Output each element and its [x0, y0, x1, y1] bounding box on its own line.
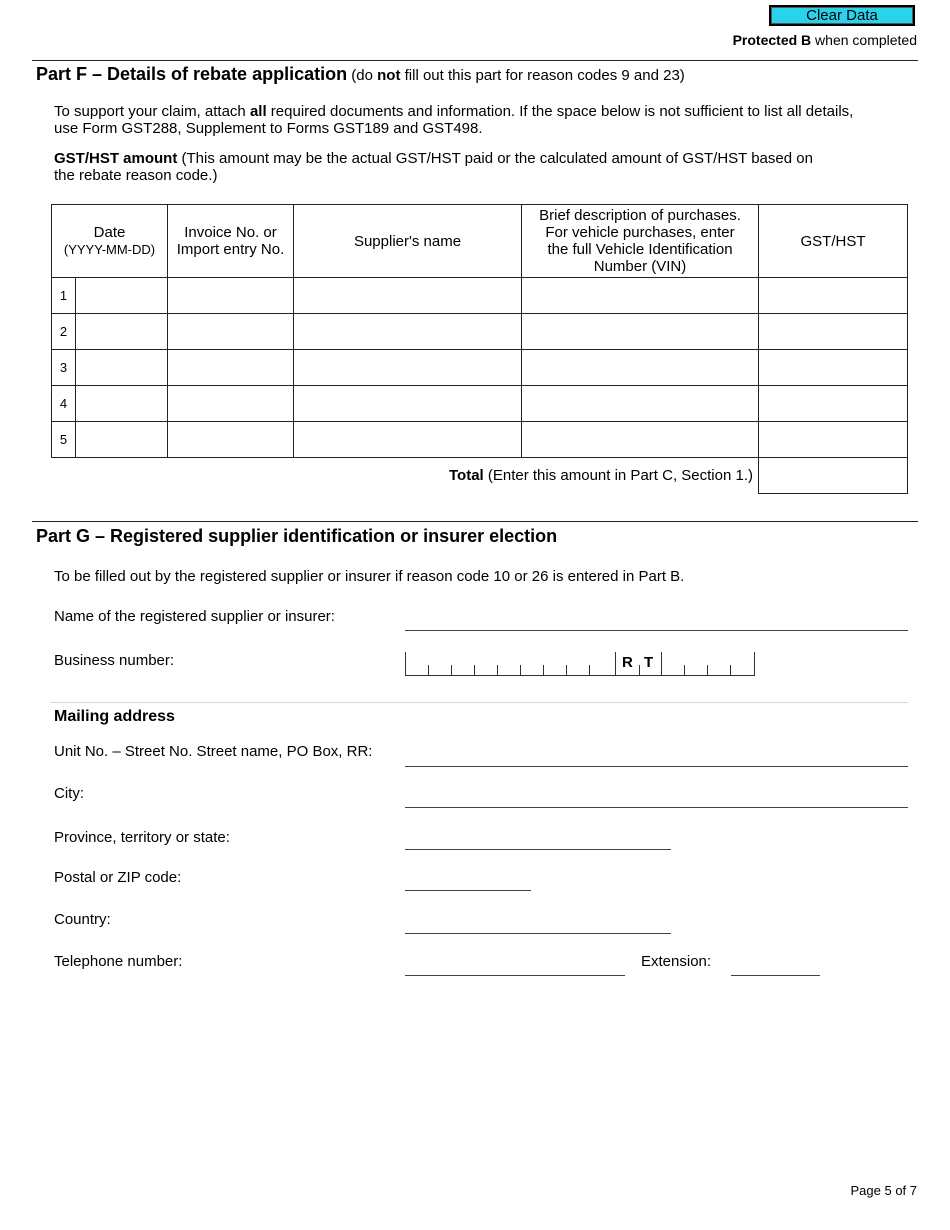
protected-b-label: Protected B [732, 32, 812, 48]
bn-baseline [405, 675, 755, 676]
supplier-input[interactable] [294, 386, 522, 422]
table-header-row [52, 205, 908, 278]
bn-letter-r: R [622, 654, 633, 671]
business-number-label: Business number: [54, 652, 175, 669]
extension-input[interactable] [731, 975, 820, 976]
supplier-name-input[interactable] [405, 630, 908, 631]
telephone-input[interactable] [405, 975, 625, 976]
row-number: 2 [52, 314, 76, 349]
date-input[interactable] [52, 386, 168, 422]
description-input[interactable] [522, 278, 759, 314]
invoice-input[interactable] [168, 422, 294, 458]
bn-tick [730, 665, 731, 676]
protected-b-notice [733, 32, 917, 48]
part-f-intro: To support your claim, attach all required documents and information. If the space below is not sufficient to list all details, use Form GST288, Supplement to Forms GST189 and GST498. [54, 103, 854, 137]
bn-letter-t: T [644, 654, 654, 671]
rebate-details-table [51, 204, 908, 494]
bn-tick [520, 665, 521, 676]
bn-tick [405, 652, 406, 676]
row-number: 3 [52, 350, 76, 385]
row-number: 1 [52, 278, 76, 313]
table-row [52, 386, 908, 422]
telephone-label: Telephone number: [54, 953, 183, 970]
gst-hst-input[interactable] [759, 278, 908, 314]
header-supplier-name: Supplier's name [294, 205, 522, 278]
header-date: Date (YYYY-MM-DD) [52, 205, 168, 278]
clear-data-button[interactable]: Clear Data [769, 5, 915, 26]
bn-tick [543, 665, 544, 676]
bn-tick [639, 665, 640, 676]
country-label: Country: [54, 911, 111, 928]
total-input[interactable] [759, 458, 908, 494]
extension-label: Extension: [641, 953, 712, 970]
city-input[interactable] [405, 807, 908, 808]
bn-tick [428, 665, 429, 676]
part-g-divider [32, 521, 918, 522]
protected-b-suffix: when completed [815, 32, 917, 48]
table-row [52, 350, 908, 386]
bn-tick [754, 652, 755, 676]
description-input[interactable] [522, 386, 759, 422]
supplier-input[interactable] [294, 422, 522, 458]
province-input[interactable] [405, 849, 671, 850]
date-input[interactable] [52, 350, 168, 386]
bn-tick [451, 665, 452, 676]
part-f-note: (do not fill out this part for reason codes 9 and 23) [351, 67, 685, 84]
province-label: Province, territory or state: [54, 829, 230, 846]
page-number: Page 5 of 7 [850, 1183, 917, 1198]
row-number: 5 [52, 422, 76, 457]
part-f-heading [36, 64, 685, 85]
header-invoice: Invoice No. or Import entry No. [168, 205, 294, 278]
business-number-input[interactable] [405, 652, 757, 676]
table-row [52, 278, 908, 314]
supplier-input[interactable] [294, 314, 522, 350]
supplier-name-label: Name of the registered supplier or insurer: [54, 608, 335, 625]
supplier-input[interactable] [294, 350, 522, 386]
bn-tick [497, 665, 498, 676]
invoice-input[interactable] [168, 314, 294, 350]
gst-hst-input[interactable] [759, 386, 908, 422]
table-row [52, 314, 908, 350]
street-input[interactable] [405, 766, 908, 767]
part-f-title: Part F – Details of rebate application [36, 64, 348, 84]
gst-hst-input[interactable] [759, 350, 908, 386]
street-label: Unit No. – Street No. Street name, PO Box, RR: [54, 743, 373, 760]
bn-tick [589, 665, 590, 676]
date-input[interactable] [52, 314, 168, 350]
bn-tick [707, 665, 708, 676]
part-g-intro: To be filled out by the registered supplier or insurer if reason code 10 or 26 is entered in Part B. [54, 568, 685, 585]
city-label: City: [54, 785, 84, 802]
date-input[interactable] [52, 422, 168, 458]
bn-tick [661, 652, 662, 676]
invoice-input[interactable] [168, 278, 294, 314]
part-g-title: Part G – Registered supplier identification or insurer election [36, 526, 558, 546]
bn-tick [474, 665, 475, 676]
total-label: Total (Enter this amount in Part C, Section 1.) [448, 467, 753, 485]
supplier-input[interactable] [294, 278, 522, 314]
bn-tick [566, 665, 567, 676]
gst-amount-note: GST/HST amount (This amount may be the actual GST/HST paid or the calculated amount of GST/HST based on the rebate reason code.) [54, 150, 813, 184]
description-input[interactable] [522, 422, 759, 458]
country-input[interactable] [405, 933, 671, 934]
part-f-divider [32, 60, 918, 61]
header-description: Brief description of purchases. For vehicle purchases, enter the full Vehicle Identification Number (VIN) [522, 205, 759, 278]
bn-tick [615, 652, 616, 676]
postal-code-input[interactable] [405, 890, 531, 891]
total-row [52, 458, 908, 494]
postal-code-label: Postal or ZIP code: [54, 869, 182, 886]
row-number: 4 [52, 386, 76, 421]
invoice-input[interactable] [168, 350, 294, 386]
invoice-input[interactable] [168, 386, 294, 422]
gst-hst-input[interactable] [759, 422, 908, 458]
mailing-divider [50, 702, 908, 703]
table-row [52, 422, 908, 458]
gst-hst-input[interactable] [759, 314, 908, 350]
description-input[interactable] [522, 314, 759, 350]
header-gst-hst: GST/HST [759, 205, 908, 278]
description-input[interactable] [522, 350, 759, 386]
bn-tick [684, 665, 685, 676]
date-input[interactable] [52, 278, 168, 314]
mailing-address-heading: Mailing address [54, 708, 175, 725]
